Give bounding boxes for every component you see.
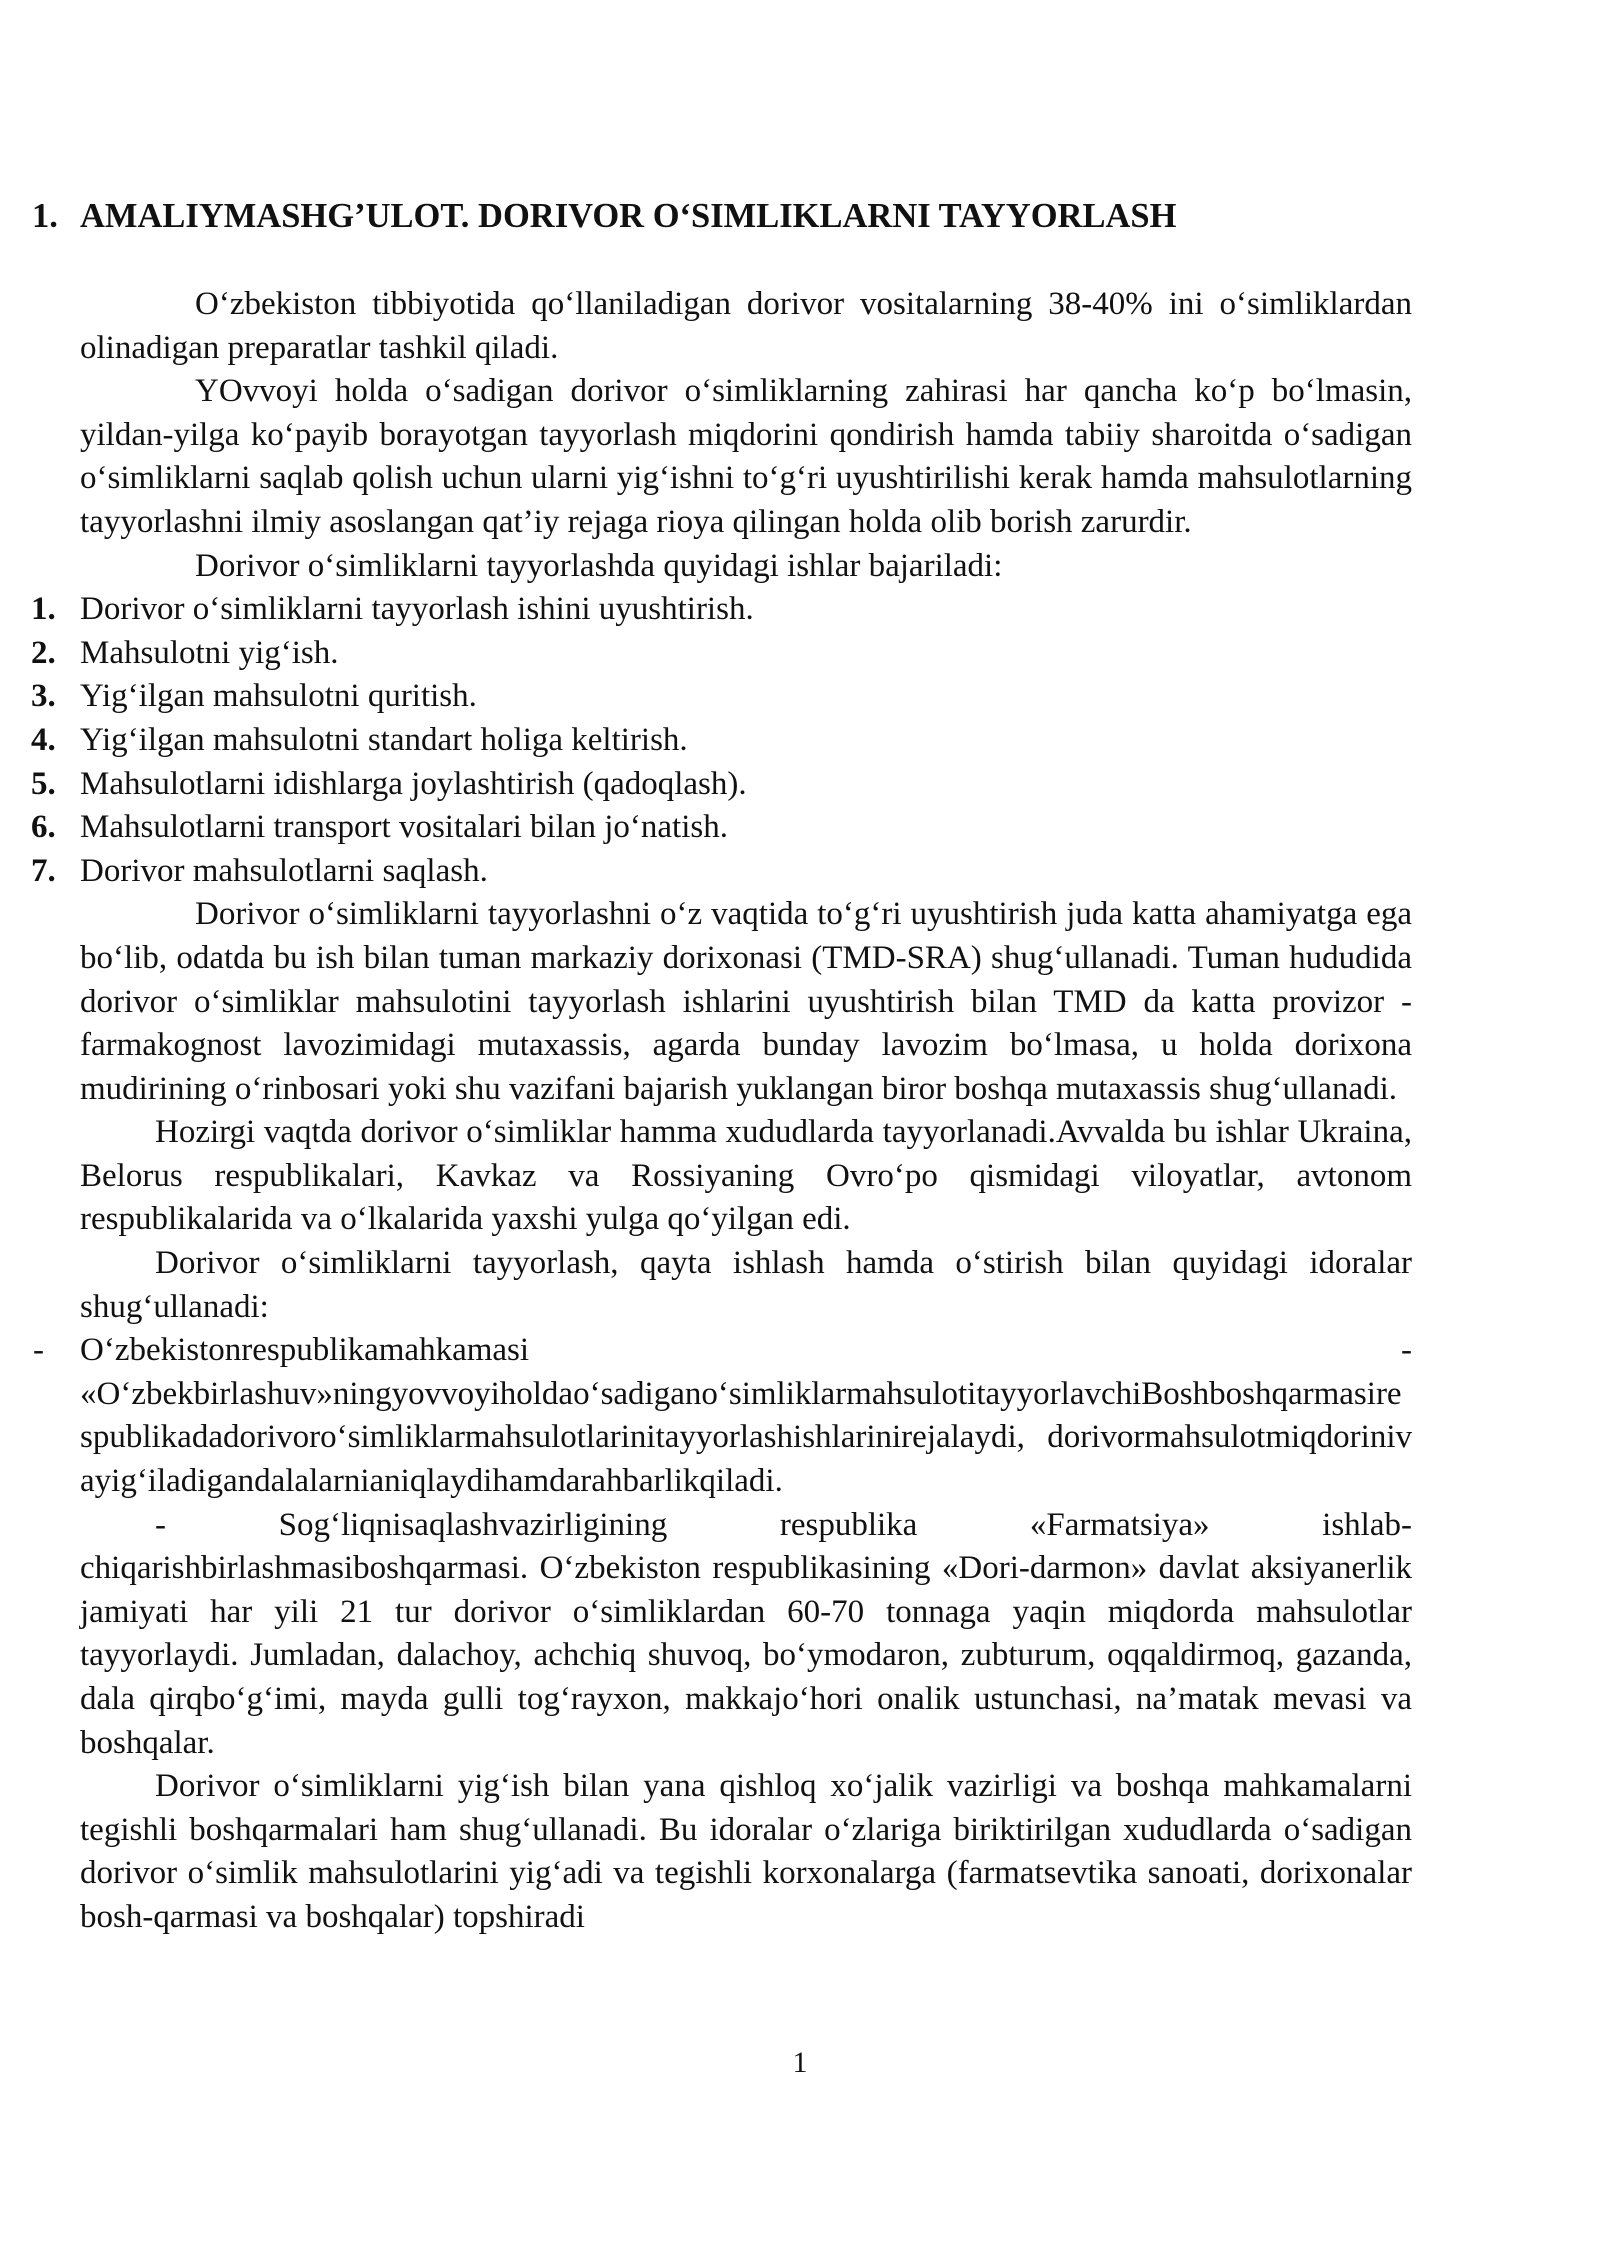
list-item (31, 632, 1412, 676)
paragraph-6: Dorivor o‘simliklarni tayyorlash, qayta ishlash hamda o‘stirish bilan quyidagi idoralar shug‘ullanadi: (80, 1245, 1412, 1325)
list-item-text: Mahsulotlarni idishlarga joylashtirish (qadoqlash). (80, 765, 747, 802)
list-item-text: Mahsulotni yig‘ish. (80, 634, 339, 671)
list-item-number: 1. (31, 591, 56, 628)
list-item (31, 763, 1412, 807)
list-item-text: Yig‘ilgan mahsulotni quritish. (80, 678, 477, 715)
dash-item-line-end: - (1401, 1332, 1412, 1369)
section-heading (32, 194, 1412, 238)
dash-marker: - (33, 1332, 44, 1369)
dash-item-lead: O‘zbekistonrespublikamahkamasi (80, 1332, 530, 1369)
heading-title: AMALIYMASHG’ULOT. DORIVOR O‘SIMLIKLARNI TAYYORLASH (80, 197, 1177, 235)
paragraph-1: O‘zbekiston tibbiyotida qo‘llaniladigan dorivor vositalarning 38-40% ini o‘simliklardan olinadigan preparatlar tashkil qiladi. (80, 286, 1412, 366)
paragraph-7: - Sog‘liqnisaqlashvazirligining respublika «Farmatsiya» ishlab-chiqarishbirlashmasiboshqarmasi. O‘zbekiston respublikasining «Dori-darmon» davlat aksiyanerlik jamiyati har yili 21 tur dorivor o‘simliklardan 60-70 tonnaga yaqin miqdorda mahsulotlar tayyorlaydi. Jumladan, dalachoy, achchiq shuvoq, bo‘ymodaron, zubturum, oqqaldirmoq, gazanda, dala qirqbo‘g‘imi, mayda gulli tog‘rayxon, makkajo‘hori onalik ustunchasi, na’matak mevasi va boshqalar. (80, 1506, 1412, 1761)
paragraph-2: YOvvoyi holda o‘sadigan dorivor o‘simliklarning zahirasi har qancha ko‘p bo‘lmasin, yildan-yilga ko‘payib borayotgan tayyorlash miqdorini qondirish hamda tabiiy sharoitda o‘sadigan o‘simliklarni saqlab qolish uchun ularni yig‘ishni to‘g‘ri uyushtirilishi kerak hamda mahsulotlarning tayyorlashni ilmiy asoslangan qat’iy rejaga rioya qilingan holda olib borish zarurdir. (80, 373, 1412, 540)
dash-item-rest: «O‘zbekbirlashuv»ningyovvoyiholdao‘sadigano‘simliklarmahsulotitayyorlavchiBoshboshqarmasirespublikadadorivoro‘simliklarmahsulotlarinitayyorlashishlarinirejalaydi, dorivormahsulotmiqdorinivayig‘iladigandalalarnianiqlaydihamdarahbarlikqiladi. (80, 1375, 1412, 1500)
list-item-number: 4. (31, 721, 56, 758)
heading-number: 1. (32, 197, 58, 235)
paragraph-3: Dorivor o‘simliklarni tayyorlashda quyidagi ishlar bajariladi: (195, 547, 1003, 584)
list-item-text: Dorivor o‘simliklarni tayyorlash ishini uyushtirish. (80, 591, 754, 628)
dash-list-item (33, 1329, 1412, 1503)
list-item (31, 588, 1412, 632)
list-item-number: 2. (31, 634, 56, 671)
list-item-text: Dorivor mahsulotlarni saqlash. (80, 852, 488, 889)
list-item-text: Yig‘ilgan mahsulotni standart holiga keltirish. (80, 721, 688, 758)
numbered-list (31, 588, 1412, 893)
list-item-number: 7. (31, 852, 56, 889)
dash-item-first-line (80, 1329, 1412, 1373)
paragraph-8: Dorivor o‘simliklarni yig‘ish bilan yana qishloq xo‘jalik vazirligi va boshqa mahkamalarni tegishli boshqarmalari ham shug‘ullanadi. Bu idoralar o‘zlariga biriktirilgan xududlarda o‘sadigan dorivor o‘simlik mahsulotlarini yig‘adi va tegishli korxonalarga (farmatsevtika sanoati, dorixonalar bosh-qarmasi va boshqalar) topshiradi (80, 1768, 1412, 1935)
list-item (31, 850, 1412, 894)
document-body (31, 283, 1412, 1940)
paragraph-4: Dorivor o‘simliklarni tayyorlashni o‘z vaqtida to‘g‘ri uyushtirish juda katta ahamiyatga ega bo‘lib, odatda bu ish bilan tuman markaziy dorixonasi (TMD-SRA) shug‘ullanadi. Tuman hududida dorivor o‘simliklar mahsulotini tayyorlash ishlarini uyushtirish bilan TMD da katta provizor - farmakognost lavozimidagi mutaxassis, agarda bunday lavozim bo‘lmasa, u holda dorixona mudirining o‘rinbosari yoki shu vazifani bajarish yuklangan biror boshqa mutaxassis shug‘ullanadi. (80, 896, 1412, 1107)
list-item-number: 6. (31, 809, 56, 846)
list-item-text: Mahsulotlarni transport vositalari bilan jo‘natish. (80, 809, 728, 846)
list-item (31, 675, 1412, 719)
list-item-number: 5. (31, 765, 56, 802)
page-number: 1 (792, 2046, 808, 2079)
list-item-number: 3. (31, 678, 56, 715)
list-item (31, 719, 1412, 763)
list-item (31, 806, 1412, 850)
paragraph-5: Hozirgi vaqtda dorivor o‘simliklar hamma xududlarda tayyorlanadi.Avvalda bu ishlar Ukraina, Belorus respublikalari, Kavkaz va Rossiyaning Ovro‘po qismidagi viloyatlar, avtonom respublikalarida va o‘lkalarida yaxshi yulga qo‘yilgan edi. (80, 1114, 1412, 1238)
